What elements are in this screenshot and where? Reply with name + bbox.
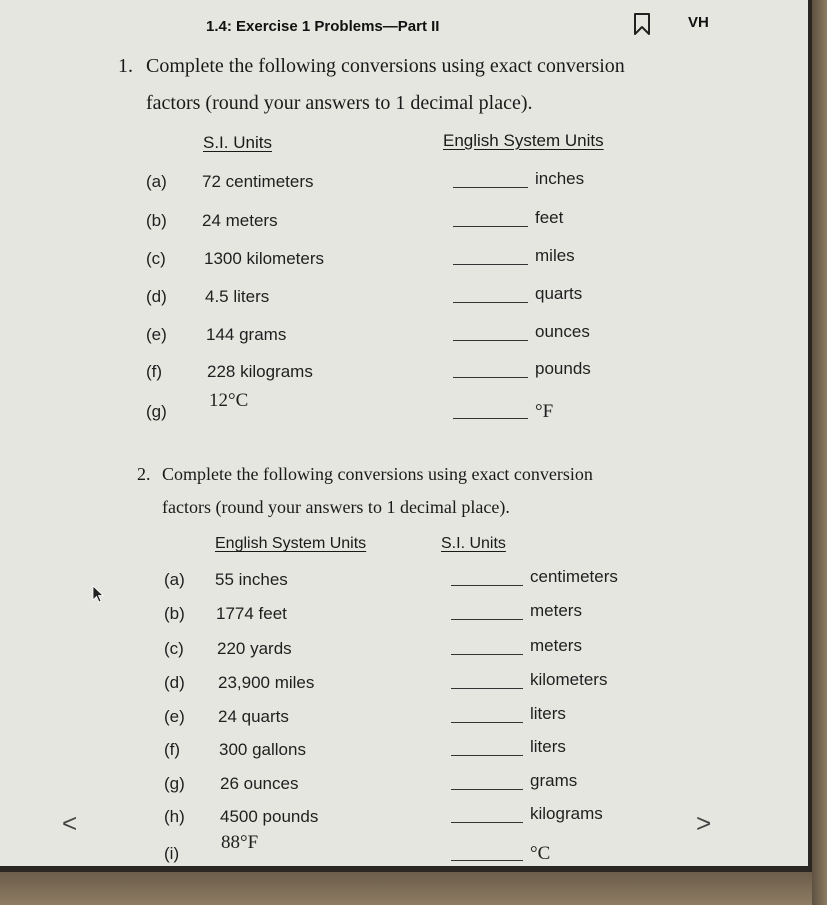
row-letter: (i) (164, 844, 180, 863)
answer-blank[interactable] (451, 722, 523, 723)
answer-blank[interactable] (453, 226, 528, 227)
answer-blank[interactable] (451, 755, 523, 756)
answer-blank[interactable] (451, 654, 523, 655)
row-value: 4500 pounds (220, 807, 319, 826)
row-letter: (g) (164, 774, 185, 793)
row-value: 4.5 liters (205, 287, 270, 306)
answer-blank[interactable] (453, 340, 528, 341)
row-unit: kilograms (530, 804, 603, 823)
answer-blank[interactable] (453, 187, 528, 188)
problem1-number: 1. (118, 55, 133, 77)
answer-blank[interactable] (451, 789, 523, 790)
row-unit: meters (530, 601, 582, 620)
row-letter: (d) (146, 287, 167, 306)
row-letter: (b) (164, 604, 185, 623)
row-value: 1774 feet (216, 604, 287, 623)
page-title: 1.4: Exercise 1 Problems—Part II (206, 18, 440, 35)
problem1-col-left: S.I. Units (203, 133, 272, 152)
row-unit: °F (535, 401, 554, 422)
problem2-line2: factors (round your answers to 1 decimal place). (162, 497, 510, 517)
answer-blank[interactable] (451, 688, 523, 689)
answer-blank[interactable] (453, 418, 528, 419)
answer-blank[interactable] (451, 822, 523, 823)
problem2-line1: Complete the following conversions using exact conversion (162, 464, 593, 484)
row-unit: kilometers (530, 670, 608, 689)
row-value: 24 meters (202, 211, 278, 230)
row-letter: (a) (164, 570, 185, 589)
row-letter: (f) (146, 362, 163, 381)
row-letter: (a) (146, 172, 167, 191)
row-letter: (b) (146, 211, 167, 230)
answer-blank[interactable] (453, 264, 528, 265)
row-unit: inches (535, 169, 585, 188)
problem1-col-right: English System Units (443, 131, 604, 150)
row-letter: (e) (164, 707, 185, 726)
row-unit: liters (530, 704, 566, 723)
row-letter: (h) (164, 807, 185, 826)
row-letter: (g) (146, 402, 167, 421)
problem2-number: 2. (137, 464, 151, 484)
row-letter: (c) (146, 249, 166, 268)
row-value: 55 inches (215, 570, 288, 589)
row-unit: miles (535, 246, 575, 265)
answer-blank[interactable] (451, 860, 523, 861)
row-value: 24 quarts (218, 707, 289, 726)
row-value: 12°C (209, 390, 249, 411)
user-avatar[interactable]: VH (688, 14, 709, 31)
row-letter: (c) (164, 639, 184, 658)
answer-blank[interactable] (451, 585, 523, 586)
problem2-col-right: S.I. Units (441, 535, 506, 552)
problem2-col-left: English System Units (215, 535, 367, 552)
row-unit: centimeters (530, 567, 618, 586)
row-value: 88°F (221, 832, 259, 853)
row-letter: (d) (164, 673, 185, 692)
answer-blank[interactable] (453, 377, 528, 378)
row-value: 26 ounces (220, 774, 299, 793)
row-unit: °C (530, 843, 551, 864)
device-bezel-side (812, 0, 827, 905)
row-unit: meters (530, 636, 582, 655)
device-bezel (0, 872, 827, 905)
bookmark-icon[interactable] (632, 12, 652, 36)
row-unit: pounds (535, 359, 591, 378)
row-unit: quarts (535, 284, 583, 303)
prev-page-arrow-icon[interactable]: < (62, 808, 78, 838)
row-unit: grams (530, 771, 578, 790)
mouse-cursor-icon (92, 585, 106, 603)
row-letter: (f) (164, 740, 181, 759)
problem1-line2: factors (round your answers to 1 decimal place). (146, 92, 533, 114)
row-value: 1300 kilometers (204, 249, 325, 268)
row-unit: liters (530, 737, 566, 756)
row-letter: (e) (146, 325, 167, 344)
row-value: 144 grams (206, 325, 287, 344)
next-page-arrow-icon[interactable]: > (696, 808, 712, 838)
row-value: 300 gallons (219, 740, 306, 759)
row-value: 228 kilograms (207, 362, 313, 381)
problem1-line1: Complete the following conversions using exact conversion (146, 55, 625, 77)
row-value: 220 yards (217, 639, 292, 658)
row-value: 72 centimeters (202, 172, 314, 191)
answer-blank[interactable] (453, 302, 528, 303)
row-unit: ounces (535, 322, 590, 341)
row-unit: feet (535, 208, 564, 227)
row-value: 23,900 miles (218, 673, 315, 692)
answer-blank[interactable] (451, 619, 523, 620)
